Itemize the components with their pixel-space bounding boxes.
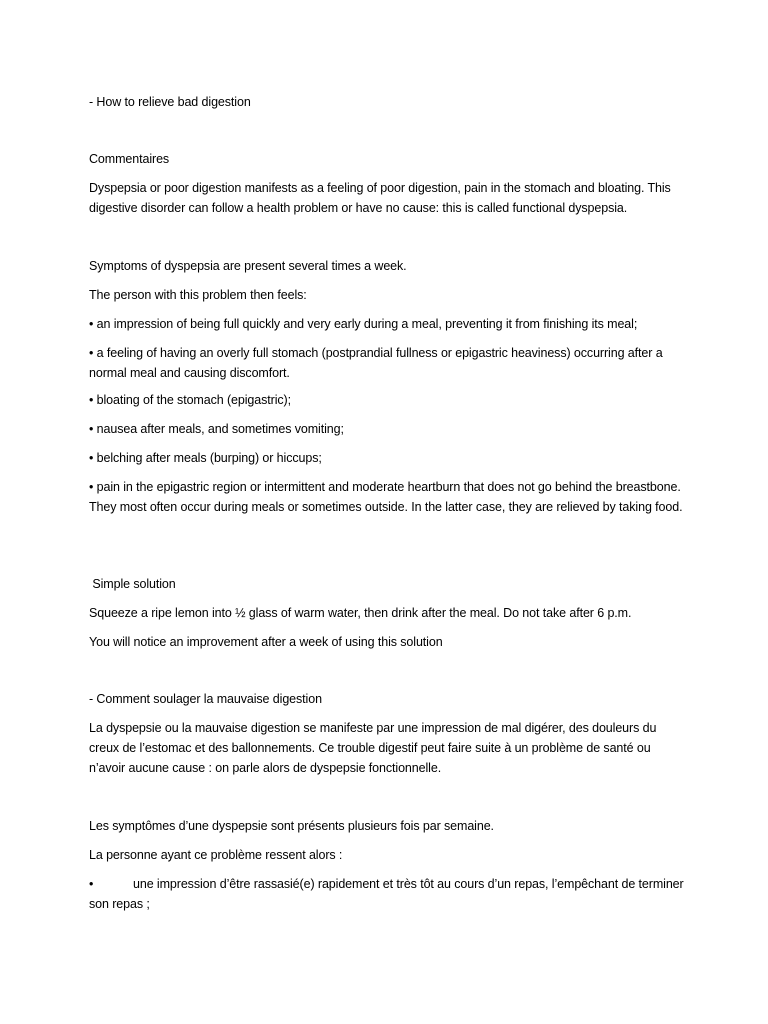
bullet-mark: • (89, 877, 94, 891)
heading-french: - Comment soulager la mauvaise digestion (89, 692, 322, 706)
bullet-fr-1-text: une impression d’être rassasié(e) rapidement et très tôt au cours d’un repas, l’empêchant de terminer son repas ; (89, 877, 684, 911)
solution-title: Simple solution (89, 577, 176, 591)
person-feels-english: The person with this problem then feels: (89, 288, 307, 302)
solution-note: You will notice an improvement after a week of using this solution (89, 635, 443, 649)
intro-french: La dyspepsie ou la mauvaise digestion se manifeste par une impression de mal digérer, des douleurs du creux de l’estomac et des ballonnements. Ce trouble digestif peut faire suite à un problème de santé ou n’avoir aucune cause : on parle alors de dyspepsie fonctionnelle. (89, 721, 657, 775)
bullet-en-6: • pain in the epigastric region or intermittent and moderate heartburn that does not go behind the breastbone. They most often occur during meals or sometimes outside. In the latter case, they are relieved by taking food. (89, 480, 683, 514)
intro-english: Dyspepsia or poor digestion manifests as a feeling of poor digestion, pain in the stomach and bloating. This digestive disorder can follow a health problem or have no cause: this is called functional dyspepsia. (89, 181, 671, 215)
bullet-en-2: • a feeling of having an overly full stomach (postprandial fullness or epigastric heaviness) occurring after a normal meal and causing discomfort. (89, 346, 663, 380)
solution-text: Squeeze a ripe lemon into ½ glass of warm water, then drink after the meal. Do not take after 6 p.m. (89, 606, 632, 620)
bullet-en-5: • belching after meals (burping) or hiccups; (89, 451, 322, 465)
bullet-en-4: • nausea after meals, and sometimes vomiting; (89, 422, 344, 436)
commentaires-label: Commentaires (89, 152, 170, 166)
bullet-en-1: • an impression of being full quickly and very early during a meal, preventing it from finishing its meal; (89, 317, 638, 331)
person-feels-french: La personne ayant ce problème ressent alors : (89, 848, 343, 862)
heading-english: - How to relieve bad digestion (89, 95, 251, 109)
symptoms-french: Les symptômes d’une dyspepsie sont présents plusieurs fois par semaine. (89, 819, 494, 833)
bullet-en-3: • bloating of the stomach (epigastric); (89, 393, 291, 407)
symptoms-english: Symptoms of dyspepsia are present several times a week. (89, 259, 407, 273)
bullet-fr-1 (89, 874, 689, 914)
